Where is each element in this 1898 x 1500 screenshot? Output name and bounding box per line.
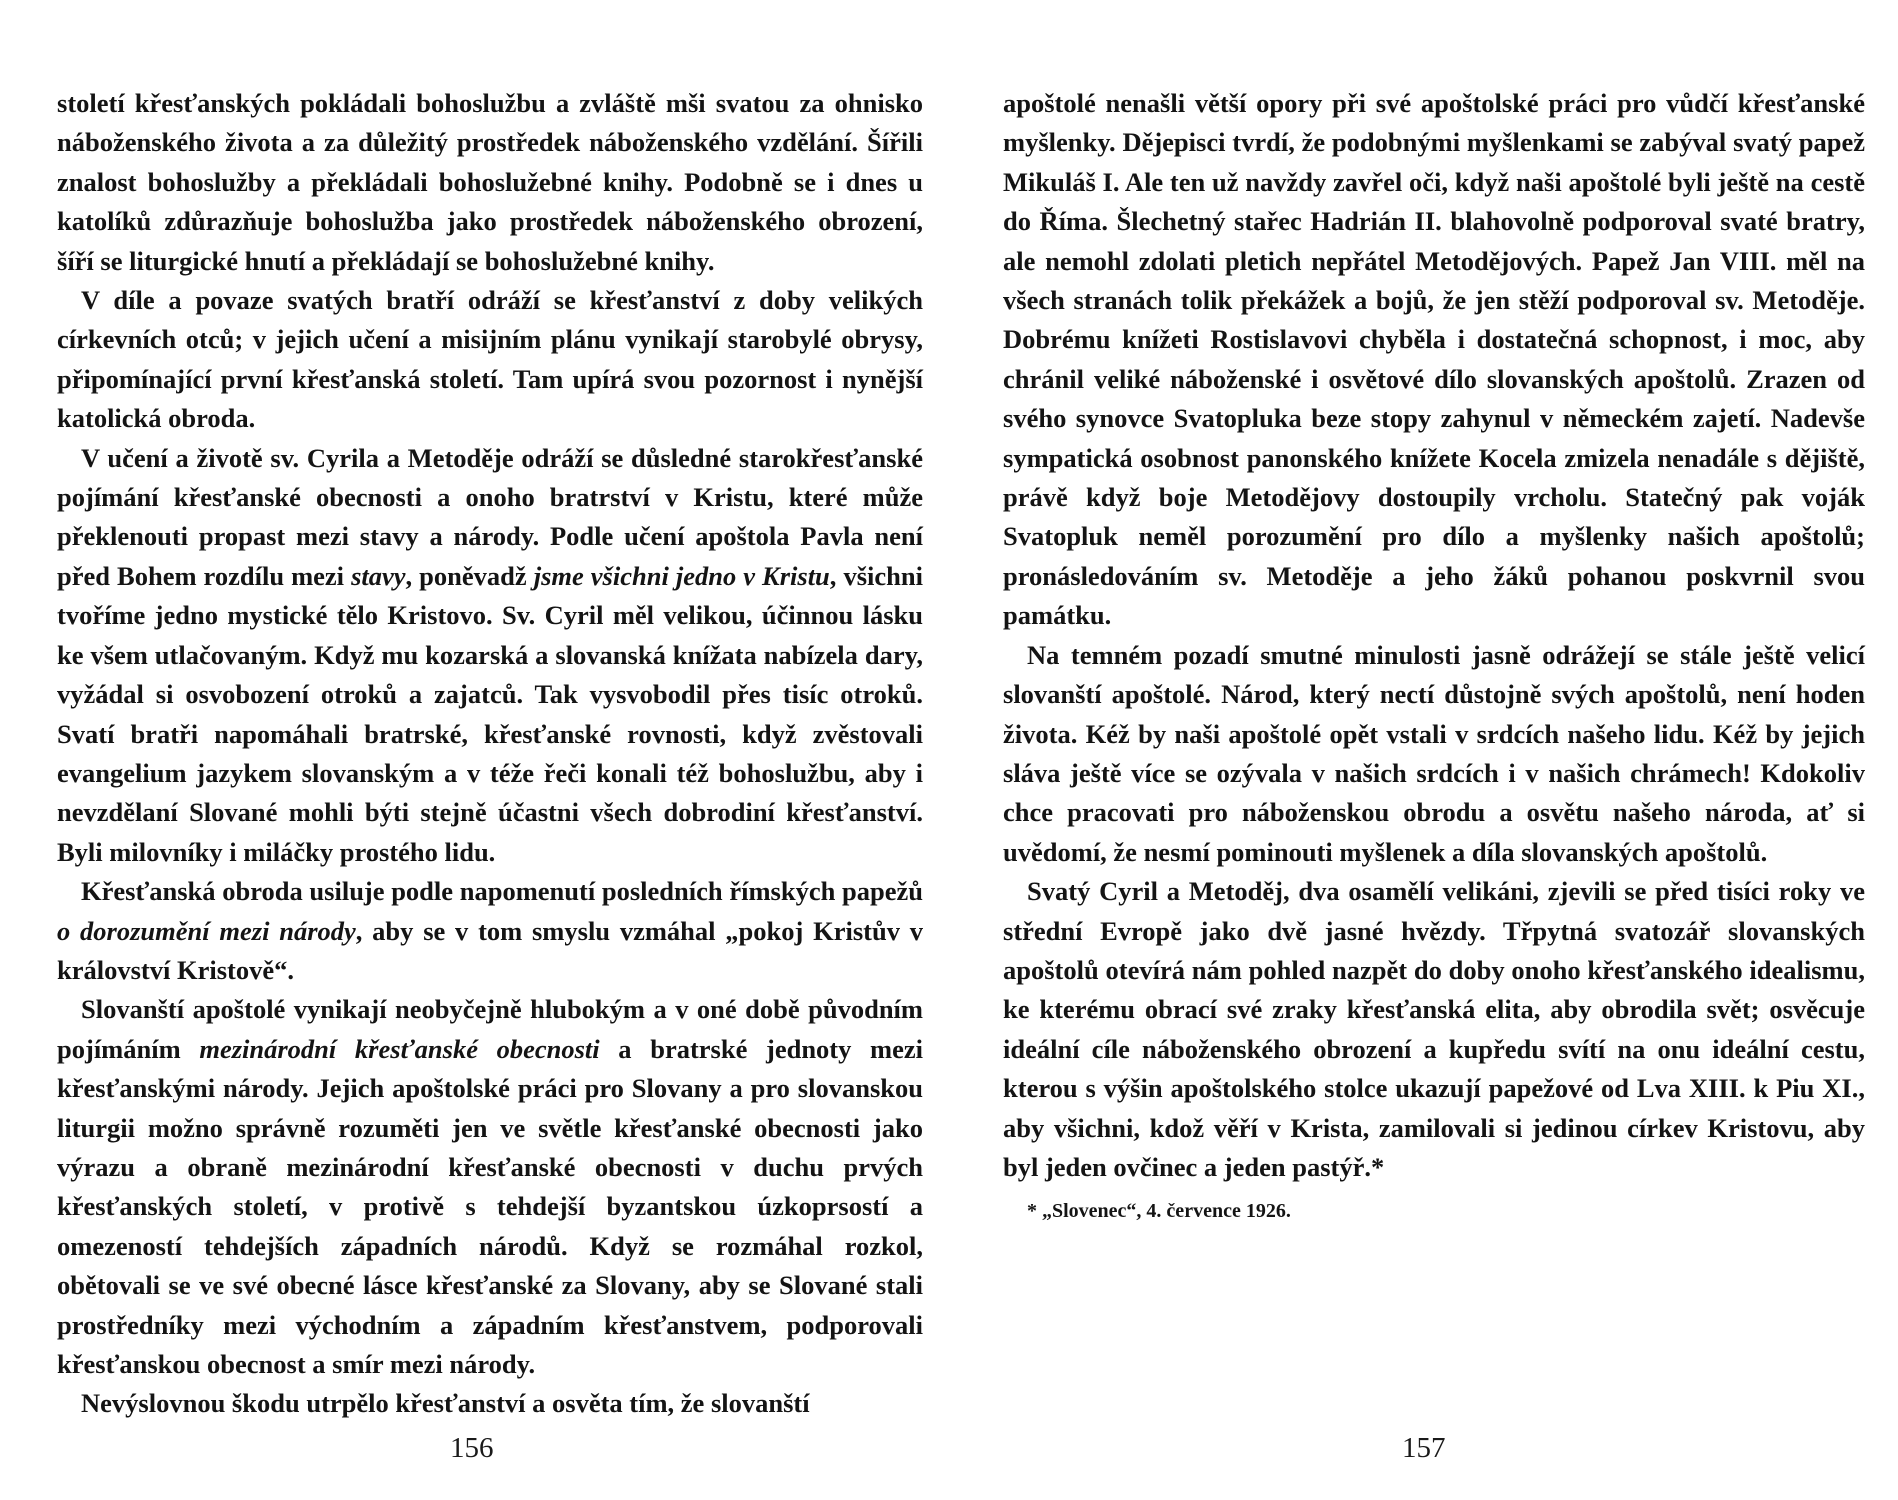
paragraph	[57, 872, 923, 990]
text-run: apoštolé nenašli větší opory při své apoštolské práci pro vůdčí křesťanské myšlenky. Dějepisci tvrdí, že podobnými myšlenkami se zabýval svatý papež Mikuláš I. Ale ten už navždy zavřel oči, když naši apoštolé byli ještě na cestě do Říma. Šlechetný stařec Hadrián II. blahovolně podporoval svaté bratry, ale nemohl zdolati pletich nepřátel Metodějových. Papež Jan VIII. měl na všech stranách tolik překážek a bojů, že jen stěží podporoval sv. Metoděje. Dobrému knížeti Rostislavovi chyběla i dostatečná schopnost, i moc, aby chránil veliké náboženské i osvětové dílo slovanských apoštolů. Zrazen od svého synovce Svatopluka beze stopy zahynul v německém zajetí. Nadevše sympatická osobnost panonského knížete Kocela zmizela nenadále s dějiště, právě když boje Metodějovy dostoupily vrcholu. Statečný pak voják Svatopluk neměl porozumění pro dílo a myšlenky našich apoštolů; pronásledováním sv. Metoděje a jeho žáků pohanou poskvrnil svou památku.	[1003, 88, 1865, 631]
text-run: Svatý Cyril a Metoděj, dva osamělí velikáni, zjevili se před tisíci roky ve střední Evropě jako dvě jasné hvězdy. Třpytná svatozář slovanských apoštolů otevírá nám pohled nazpět do doby onoho křesťanského idealismu, ke kterému obrací své zraky křesťanská elita, aby obrodila svět; osvěcuje ideální cíle náboženského obrození a kupředu svítí na onu ideální cestu, kterou s výšin apoštolského stolce ukazují papežové od Lva XIII. k Piu XI., aby všichni, kdož věří v Krista, zamilovali si jedinou církev Kristovu, aby byl jeden ovčinec a jeden pastýř.*	[1003, 876, 1865, 1182]
paragraph	[57, 281, 923, 439]
text-run: století křesťanských pokládali bohoslužbu a zvláště mši svatou za ohnisko náboženského života a za důležitý prostředek náboženského vzdělání. Šířili znalost bohoslužby a překládali bohoslužebné knihy. Podobně se i dnes u katolíků zdůrazňuje bohoslužba jako prostředek náboženského obrození, šíří se liturgické hnutí a překládají se bohoslužebné knihy.	[57, 88, 923, 276]
paragraph	[1003, 872, 1865, 1187]
paragraph	[57, 1384, 923, 1423]
right-page-text	[1003, 84, 1865, 1225]
left-page-text	[57, 84, 923, 1424]
italic-text: stavy	[351, 560, 406, 591]
text-run: Slovanští apoštolé vynikají neobyčejně hlubokým a v oné době původním pojímáním	[57, 994, 923, 1064]
text-run: a bratrské jednoty mezi křesťanskými národy. Jejich apoštolské práci pro Slovany a pro slovanskou liturgii možno správně rozuměti jen ve světle křesťanské obecnosti jako výrazu a obraně mezinárodní křesťanské obecnosti v duchu prvých křesťanských století, v protivě s tehdejší byzantskou úzkoprsostí a omezeností tehdejších západních národů. Když se rozmáhal rozkol, obětovali se ve své obecné lásce křesťanské za Slovany, aby se Slované stali prostředníky mezi východním a západním křesťanstvem, podporovali křesťanskou obecnost a smír mezi národy.	[57, 1033, 923, 1379]
paragraph	[57, 439, 923, 872]
italic-text: mezinárodní křesťanské obecnosti	[199, 1033, 600, 1064]
text-run: Křesťanská obroda usiluje podle napomenutí posledních římských papežů	[81, 876, 923, 907]
text-run: , poněvadž	[405, 560, 534, 591]
text-run: V učení a životě sv. Cyrila a Metoděje odráží se důsledné starokřesťanské pojímání křesťanské obecnosti a onoho bratrství v Kristu, které může překlenouti propast mezi stavy a národy. Podle učení apoštola Pavla není před Bohem rozdílu mezi	[57, 442, 923, 591]
text-run: Nevýslovnou škodu utrpělo křesťanství a osvěta tím, že slovanští	[81, 1388, 810, 1419]
italic-text: o dorozumění mezi národy	[57, 915, 356, 946]
text-run: , všichni tvoříme jedno mystické tělo Kristovo. Sv. Cyril měl velikou, účinnou lásku ke všem utlačovaným. Když mu kozarská a slovanská knížata nabízela dary, vyžádal si osvobození otroků a zajatců. Tak vysvobodil přes tisíc otroků. Svatí bratři napomáhali bratrské, křesťanské rovnosti, když zvěstovali evangelium jazykem slovanským a v téže řeči konali též bohoslužbu, aby i nevzdělaní Slované mohli býti stejně účastni všech dobrodiní křesťanství. Byli milovníky i miláčky prostého lidu.	[57, 560, 923, 867]
left-page-number: 156	[450, 1432, 494, 1464]
paragraph	[57, 84, 923, 281]
italic-text: jsme všichni jedno v Kristu	[533, 560, 830, 591]
text-run: Na temném pozadí smutné minulosti jasně odrážejí se stále ještě velicí slovanští apoštolé. Národ, který nectí důstojně svých apoštolů, není hoden života. Kéž by naši apoštolé opět vstali v srdcích našeho lidu. Kéž by jejich sláva ještě více se ozývala v našich srdcích i v našich chrámech! Kdokoliv chce pracovati pro náboženskou obrodu a osvětu našeho národa, ať si uvědomí, že nesmí pominouti myšlenek a díla slovanských apoštolů.	[1003, 639, 1865, 867]
text-run: , aby se v tom smyslu vzmáhal „pokoj Kristův v království Kristově“.	[57, 915, 923, 985]
text-run: V díle a povaze svatých bratří odráží se křesťanství z doby velikých církevních otců; v jejich učení a misijním plánu vynikají starobylé obrysy, připomínající první křesťanská století. Tam upírá svou pozornost i nynější katolická obroda.	[57, 285, 923, 434]
footnote: * „Slovenec“, 4. července 1926.	[1027, 1200, 1291, 1223]
paragraph	[57, 990, 923, 1384]
paragraph	[1003, 84, 1865, 636]
right-page-number: 157	[1402, 1432, 1446, 1464]
paragraph	[1003, 636, 1865, 872]
